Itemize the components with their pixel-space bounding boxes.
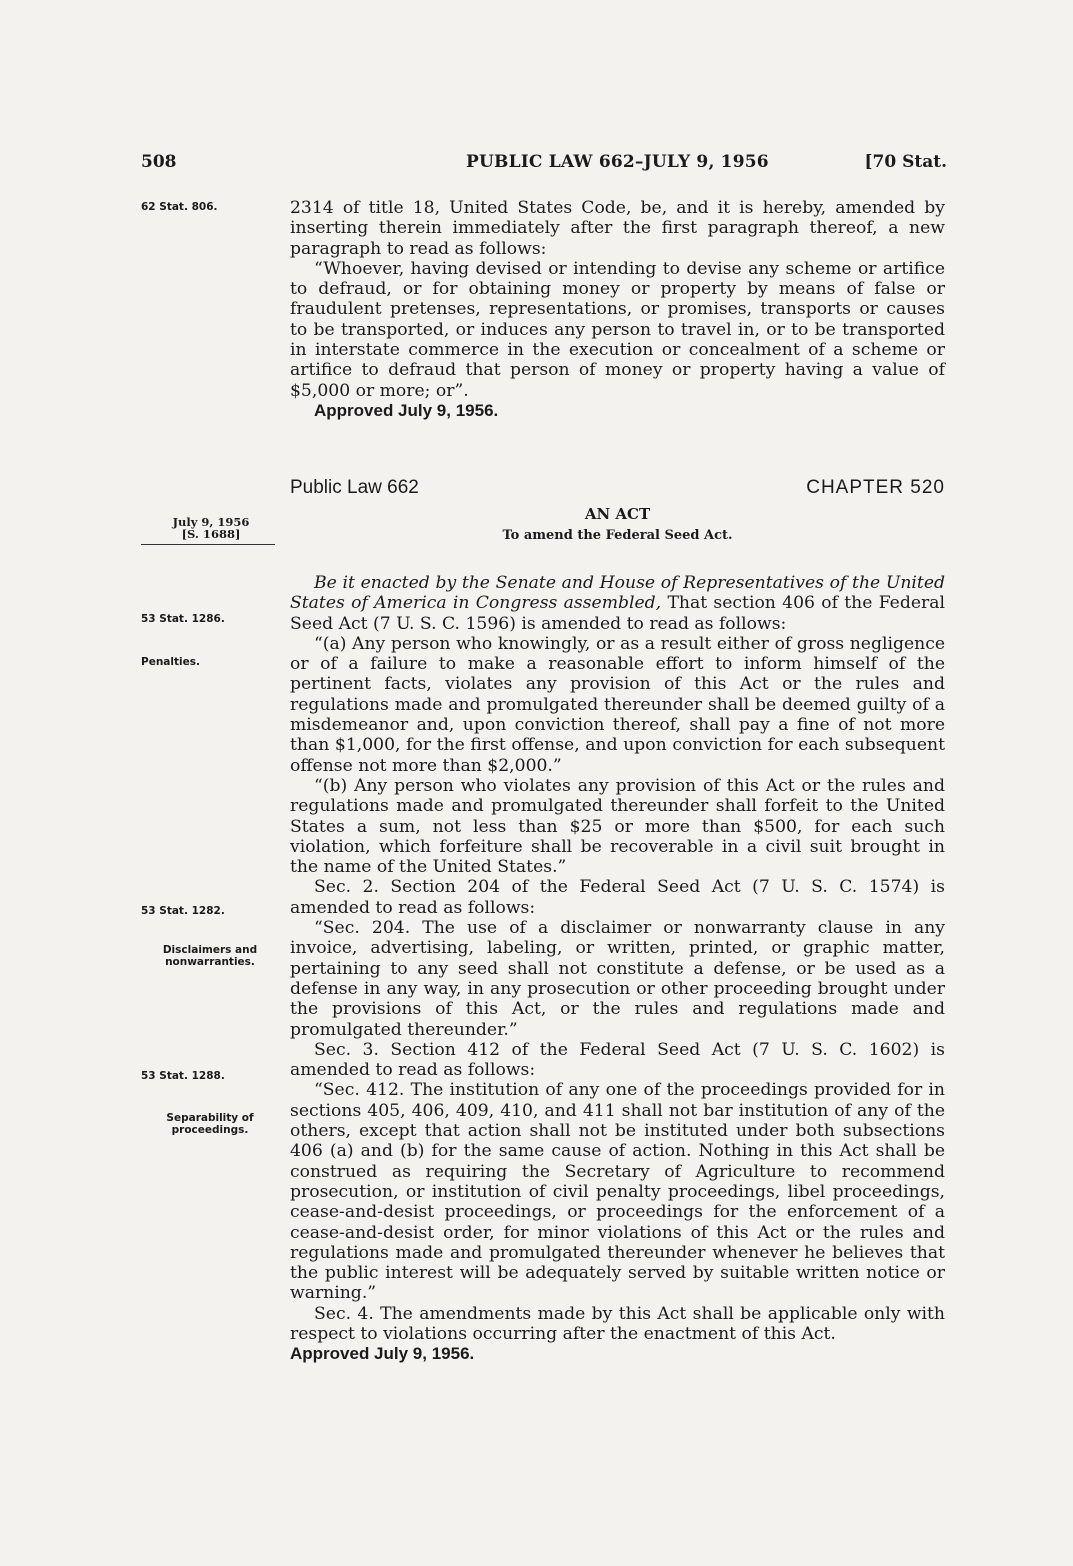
margin-citation-53-stat-1282: 53 Stat. 1282. xyxy=(141,905,225,917)
enactment-date-block xyxy=(141,516,281,540)
prior-approved-line: Approved July 9, 1956. xyxy=(314,400,499,420)
margin-citation-62-stat-806: 62 Stat. 806. xyxy=(141,201,218,213)
page-number: 508 xyxy=(141,152,177,172)
volume-label: [70 Stat. xyxy=(864,152,947,172)
section-4: Sec. 4. The amendments made by this Act shall be applicable only with respect to violations occurring after the enactment of this Act. xyxy=(290,1303,945,1344)
section-204-text: “Sec. 204. The use of a disclaimer or nonwarranty clause in any invoice, advertising, labeling, or written, printed, or graphic matter, pertaining to any seed shall not constitute a defense, or be used as a defense in any way, in any prosecution or other proceeding brought under the provisions of this Act, or the rules and regulations made and promulgated thereunder.” xyxy=(290,918,945,1040)
margin-note-disclaimers-line1: Disclaimers and xyxy=(162,944,258,956)
margin-note-penalties: Penalties. xyxy=(141,656,200,668)
header-title: PUBLIC LAW 662–JULY 9, 1956 xyxy=(466,152,769,172)
chapter-number: CHAPTER 520 xyxy=(806,477,945,498)
approved-line: Approved July 9, 1956. xyxy=(290,1344,475,1364)
margin-citation-53-stat-1288: 53 Stat. 1288. xyxy=(141,1070,225,1082)
running-header xyxy=(141,152,947,176)
margin-note-disclaimers-line2: nonwarranties. xyxy=(165,956,255,968)
subsection-b: “(b) Any person who violates any provision of this Act or the rules and regulations made and promulgated thereunder shall forfeit to the United States a sum, not less than $25 or more than $500, for each such violation, which forfeiture shall be recoverable in a civil suit brought in the name of the United States.” xyxy=(290,775,945,878)
prior-law-text xyxy=(290,198,945,421)
act-subtitle: To amend the Federal Seed Act. xyxy=(502,528,733,543)
senate-bill-number: [S. 1688] xyxy=(181,527,241,541)
enactment-date: July 9, 1956 xyxy=(172,515,250,529)
margin-citation-53-stat-1286: 53 Stat. 1286. xyxy=(141,613,225,625)
public-law-number: Public Law 662 xyxy=(290,477,419,498)
section-2: Sec. 2. Section 204 of the Federal Seed Act (7 U. S. C. 1574) is amended to read as follows: xyxy=(290,877,945,918)
date-block-rule xyxy=(141,544,275,545)
margin-note-separability-line1: Separability of xyxy=(166,1112,254,1124)
enacting-paragraph xyxy=(290,573,945,634)
subsection-a: “(a) Any person who knowingly, or as a result either of gross negligence or of a failure to make a reasonable effort to inform himself of the pertinent facts, violates any provision of this Act or the rules and regulations made and promulgated thereunder shall be deemed guilty of a misdemeanor and, upon conviction thereof, shall pay a fine of not more than $1,000, for the first offense, and upon conviction for each subsequent offense not more than $2,000.” xyxy=(290,633,945,776)
margin-note-disclaimers xyxy=(141,944,279,968)
act-body-text xyxy=(290,573,945,1365)
public-law-heading xyxy=(290,477,945,503)
an-act-heading: AN ACT xyxy=(584,505,651,523)
enacting-clause: Be it enacted by the Senate and House of Representatives of the United States of America in Congress assembled, xyxy=(290,573,945,614)
prior-paragraph-1: 2314 of title 18, United States Code, be, and it is hereby, amended by inserting therein immediately after the first paragraph thereof, a new paragraph to read as follows: xyxy=(290,198,945,259)
intro-text: That section 406 of the Federal Seed Act (7 U. S. C. 1596) is amended to read as follows: xyxy=(290,593,945,634)
margin-note-separability-line2: proceedings. xyxy=(171,1124,249,1136)
margin-note-separability xyxy=(141,1112,279,1136)
section-3: Sec. 3. Section 412 of the Federal Seed Act (7 U. S. C. 1602) is amended to read as follows: xyxy=(290,1039,945,1081)
prior-paragraph-2: “Whoever, having devised or intending to devise any scheme or artifice to defraud, or for obtaining money or property by means of false or fraudulent pretenses, representations, or promises, transports or causes to be transported, or induces any person to travel in, or to be transported in interstate commerce in the execution or concealment of a scheme or artifice to defraud that person of money or property having a value of $5,000 or more; or”. xyxy=(290,258,945,401)
section-412-text: “Sec. 412. The institution of any one of the proceedings provided for in sections 405, 406, 409, 410, and 411 shall not bar institution of any of the others, except that action shall not be instituted under both subsections 406 (a) and (b) for the same cause of action. Nothing in this Act shall be construed as requiring the Secretary of Agriculture to recommend prosecution, or institution of civil penalty proceedings, libel proceedings, cease-and-desist proceedings, or proceedings for the enforcement of a cease-and-desist order, for minor violations of this Act or the rules and regulations made and promulgated thereunder whenever he believes that the public interest will be adequately served by suitable written notice or warning.” xyxy=(290,1080,945,1304)
